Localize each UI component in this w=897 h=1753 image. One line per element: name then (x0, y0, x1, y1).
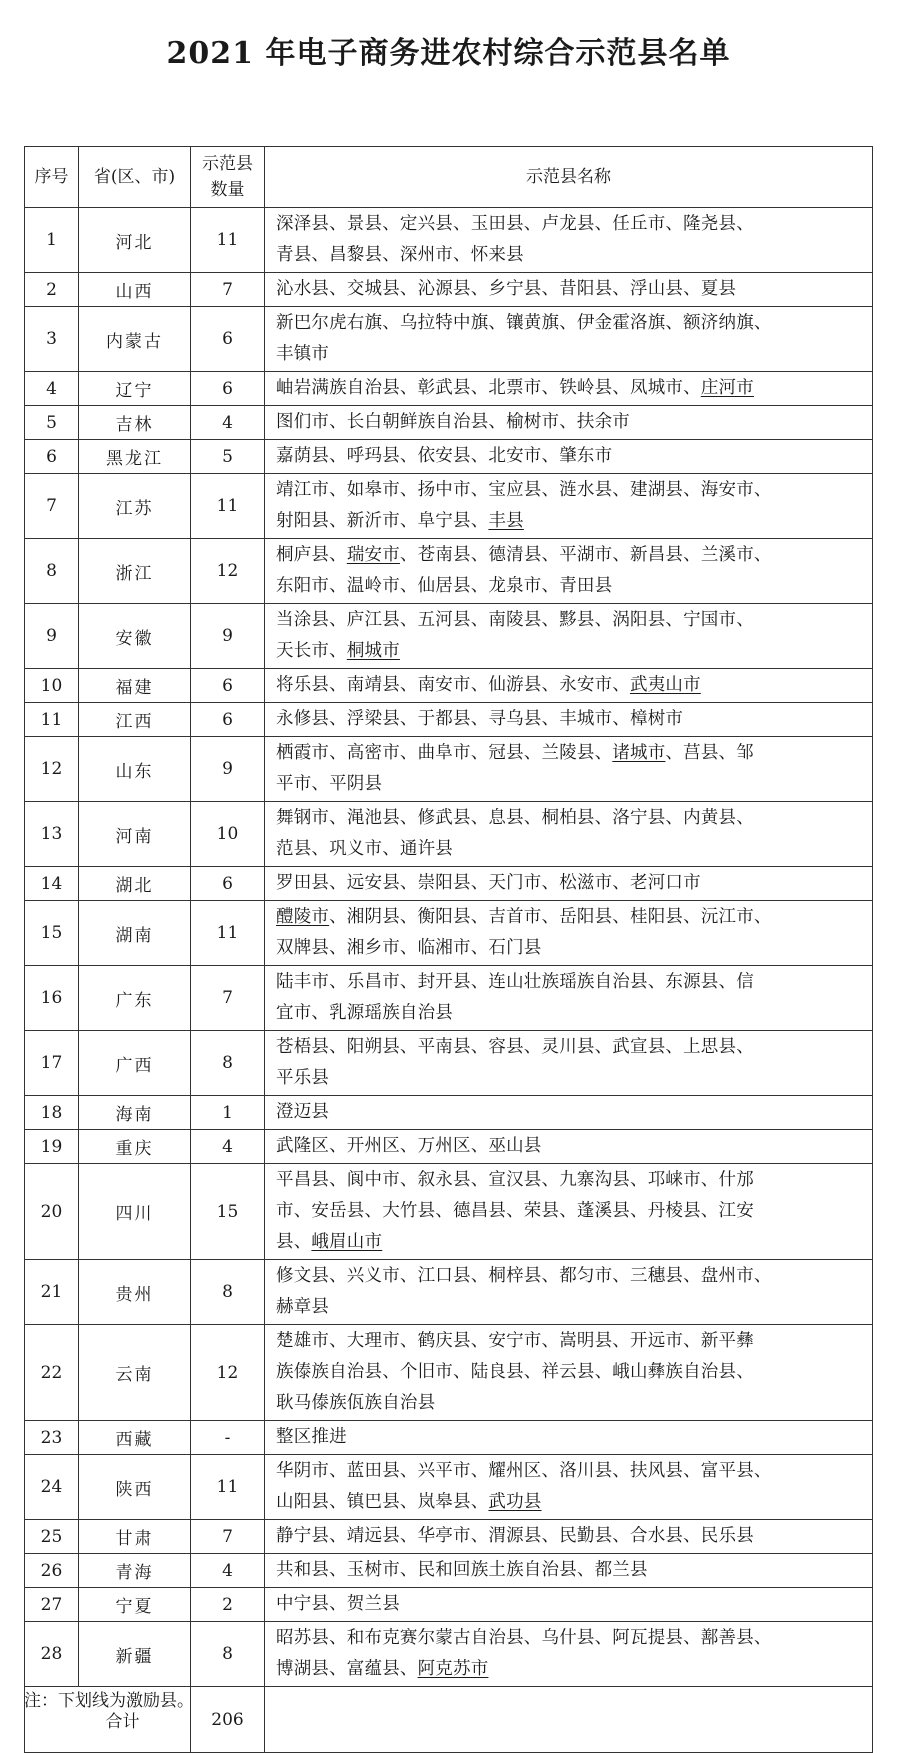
row-index: 22 (25, 1325, 79, 1421)
row-index: 3 (25, 307, 79, 372)
row-province: 吉林 (79, 406, 191, 440)
row-count: 12 (191, 539, 265, 604)
county-line (276, 1555, 866, 1586)
county-line (276, 636, 866, 667)
incentive-county: 峨眉山市 (311, 1232, 383, 1252)
row-county-names (265, 1520, 873, 1554)
county-line (276, 441, 866, 472)
row-count: 8 (191, 1031, 265, 1096)
table-row (25, 273, 873, 307)
county-line (276, 1063, 866, 1094)
row-index: 18 (25, 1096, 79, 1130)
county-text: 当涂县、庐江县、五河县、南陵县、黟县、涡阳县、宁国市、 (276, 610, 754, 630)
table-row (25, 372, 873, 406)
row-county-names (265, 737, 873, 802)
county-line (276, 1422, 866, 1453)
row-count: 6 (191, 703, 265, 737)
row-county-names (265, 1588, 873, 1622)
county-line (276, 1292, 866, 1323)
county-text: 永修县、浮梁县、于都县、寻乌县、丰城市、樟树市 (276, 709, 684, 729)
county-text: 深泽县、景县、定兴县、玉田县、卢龙县、任丘市、隆尧县、 (276, 214, 754, 234)
row-index: 25 (25, 1520, 79, 1554)
row-county-names (265, 208, 873, 273)
county-text: 、苍南县、德清县、平湖市、新昌县、兰溪市、 (399, 545, 772, 565)
row-province: 宁夏 (79, 1588, 191, 1622)
incentive-county: 瑞安市 (346, 545, 400, 565)
row-county-names (265, 539, 873, 604)
county-text: 丰镇市 (276, 344, 330, 364)
county-line (276, 407, 866, 438)
row-province: 内蒙古 (79, 307, 191, 372)
county-text: 东阳市、温岭市、仙居县、龙泉市、青田县 (276, 576, 613, 596)
county-line (276, 670, 866, 701)
county-line (276, 308, 866, 339)
incentive-county: 桐城市 (346, 641, 400, 661)
county-text: 范县、巩义市、通许县 (276, 839, 453, 859)
table-row (25, 208, 873, 273)
row-county-names (265, 406, 873, 440)
table-row (25, 1622, 873, 1687)
row-count: - (191, 1421, 265, 1455)
row-index: 17 (25, 1031, 79, 1096)
row-count: 11 (191, 208, 265, 273)
incentive-county: 醴陵市 (276, 907, 330, 927)
row-count: 6 (191, 867, 265, 901)
table-row (25, 1588, 873, 1622)
county-text: 楚雄市、大理市、鹤庆县、安宁市、嵩明县、开远市、新平彝 (276, 1331, 754, 1351)
row-index: 7 (25, 474, 79, 539)
county-text: 沁水县、交城县、沁源县、乡宁县、昔阳县、浮山县、夏县 (276, 279, 737, 299)
table-row (25, 1164, 873, 1260)
table-row (25, 307, 873, 372)
table-row (25, 604, 873, 669)
row-province: 安徽 (79, 604, 191, 669)
county-text: 、湘阴县、衡阳县、吉首市、岳阳县、桂阳县、沅江市、 (329, 907, 772, 927)
row-county-names (265, 307, 873, 372)
county-text: 族傣族自治县、个旧市、陆良县、祥云县、峨山彝族自治县、 (276, 1362, 754, 1382)
county-line (276, 540, 866, 571)
header-province: 省(区、市) (79, 147, 191, 208)
table-header-row (25, 147, 873, 208)
row-count: 8 (191, 1622, 265, 1687)
row-province: 陕西 (79, 1455, 191, 1520)
row-province: 湖北 (79, 867, 191, 901)
table-row (25, 1520, 873, 1554)
row-index: 21 (25, 1260, 79, 1325)
row-county-names (265, 273, 873, 307)
row-index: 14 (25, 867, 79, 901)
incentive-county: 阿克苏市 (417, 1659, 489, 1679)
county-text: 整区推进 (276, 1427, 347, 1447)
row-county-names (265, 1260, 873, 1325)
row-county-names (265, 1164, 873, 1260)
row-province: 山西 (79, 273, 191, 307)
row-index: 27 (25, 1588, 79, 1622)
county-text: 嘉荫县、呼玛县、依安县、北安市、肇东市 (276, 446, 613, 466)
county-text: 双牌县、湘乡市、临湘市、石门县 (276, 938, 542, 958)
county-line (276, 1589, 866, 1620)
row-index: 5 (25, 406, 79, 440)
county-line (276, 209, 866, 240)
table-row (25, 1455, 873, 1520)
county-line (276, 506, 866, 537)
row-county-names (265, 703, 873, 737)
row-county-names (265, 1455, 873, 1520)
row-county-names (265, 966, 873, 1031)
row-province: 广西 (79, 1031, 191, 1096)
county-text: 射阳县、新沂市、阜宁县、 (276, 511, 489, 531)
header-count-text: 示范县数量 (202, 154, 253, 200)
row-county-names (265, 474, 873, 539)
county-line (276, 803, 866, 834)
row-count: 4 (191, 1130, 265, 1164)
header-names: 示范县名称 (265, 147, 873, 208)
row-province: 浙江 (79, 539, 191, 604)
row-count: 11 (191, 901, 265, 966)
county-line (276, 605, 866, 636)
county-text: 陆丰市、乐昌市、封开县、连山壮族瑶族自治县、东源县、信 (276, 972, 754, 992)
incentive-county: 武夷山市 (630, 675, 701, 695)
county-line (276, 240, 866, 271)
table-row (25, 802, 873, 867)
table-row (25, 1421, 873, 1455)
table-row (25, 1260, 873, 1325)
table-body (25, 208, 873, 1687)
county-line (276, 475, 866, 506)
row-index: 8 (25, 539, 79, 604)
county-line (276, 1623, 866, 1654)
row-count: 10 (191, 802, 265, 867)
county-line (276, 274, 866, 305)
row-index: 24 (25, 1455, 79, 1520)
county-line (276, 1196, 866, 1227)
row-count: 4 (191, 1554, 265, 1588)
county-text: 博湖县、富蕴县、 (276, 1659, 418, 1679)
row-province: 山东 (79, 737, 191, 802)
row-index: 20 (25, 1164, 79, 1260)
county-line (276, 998, 866, 1029)
row-count: 11 (191, 1455, 265, 1520)
table-row (25, 539, 873, 604)
row-county-names (265, 1096, 873, 1130)
row-county-names (265, 1031, 873, 1096)
row-count: 9 (191, 737, 265, 802)
county-text: 静宁县、靖远县、华亭市、渭源县、民勤县、合水县、民乐县 (276, 1526, 754, 1546)
county-line (276, 769, 866, 800)
row-province: 海南 (79, 1096, 191, 1130)
county-line (276, 1357, 866, 1388)
county-line (276, 339, 866, 370)
footnote: 注：下划线为激励县。 (24, 1691, 194, 1711)
row-count: 1 (191, 1096, 265, 1130)
county-line (276, 1521, 866, 1552)
county-text: 苍梧县、阳朔县、平南县、容县、灵川县、武宣县、上思县、 (276, 1037, 754, 1057)
row-index: 6 (25, 440, 79, 474)
county-line (276, 1388, 866, 1419)
header-idx (25, 147, 79, 208)
table-row (25, 669, 873, 703)
county-line (276, 738, 866, 769)
table-row (25, 1554, 873, 1588)
county-text: 修文县、兴义市、江口县、桐梓县、都匀市、三穗县、盘州市、 (276, 1266, 772, 1286)
row-county-names (265, 669, 873, 703)
county-text: 县、 (276, 1232, 312, 1252)
table-row (25, 737, 873, 802)
row-province: 湖南 (79, 901, 191, 966)
county-text: 靖江市、如皋市、扬中市、宝应县、涟水县、建湖县、海安市、 (276, 480, 772, 500)
row-count: 15 (191, 1164, 265, 1260)
county-text: 舞钢市、渑池县、修武县、息县、桐柏县、洛宁县、内黄县、 (276, 808, 754, 828)
row-county-names (265, 1622, 873, 1687)
row-index: 13 (25, 802, 79, 867)
incentive-county: 丰县 (488, 511, 524, 531)
row-province: 黑龙江 (79, 440, 191, 474)
county-line (276, 1456, 866, 1487)
row-count: 6 (191, 669, 265, 703)
row-index: 26 (25, 1554, 79, 1588)
row-county-names (265, 604, 873, 669)
table-row (25, 1031, 873, 1096)
row-count: 7 (191, 966, 265, 1031)
row-county-names (265, 372, 873, 406)
table-row (25, 1096, 873, 1130)
table-row (25, 1130, 873, 1164)
row-index: 9 (25, 604, 79, 669)
row-index: 19 (25, 1130, 79, 1164)
county-text: 桐庐县、 (276, 545, 347, 565)
county-line (276, 1097, 866, 1128)
county-text: 平市、平阴县 (276, 774, 383, 794)
table-row (25, 474, 873, 539)
row-county-names (265, 867, 873, 901)
total-count: 206 (191, 1687, 265, 1753)
county-line (276, 1227, 866, 1258)
county-line (276, 1032, 866, 1063)
table-row (25, 440, 873, 474)
county-line (276, 967, 866, 998)
row-province: 西藏 (79, 1421, 191, 1455)
row-count: 5 (191, 440, 265, 474)
county-line (276, 1261, 866, 1292)
row-province: 河北 (79, 208, 191, 273)
county-line (276, 1165, 866, 1196)
county-line (276, 834, 866, 865)
row-index: 1 (25, 208, 79, 273)
demo-county-table (24, 146, 873, 1753)
county-text: 赫章县 (276, 1297, 330, 1317)
county-line (276, 1326, 866, 1357)
table-row (25, 703, 873, 737)
county-text: 共和县、玉树市、民和回族土族自治县、都兰县 (276, 1560, 648, 1580)
row-index: 10 (25, 669, 79, 703)
table-row (25, 1325, 873, 1421)
row-province: 甘肃 (79, 1520, 191, 1554)
row-count: 9 (191, 604, 265, 669)
row-county-names (265, 1421, 873, 1455)
total-label-text: 合计 (105, 1712, 140, 1732)
county-text: 罗田县、远安县、崇阳县、天门市、松滋市、老河口市 (276, 873, 701, 893)
county-line (276, 1131, 866, 1162)
row-province: 青海 (79, 1554, 191, 1588)
row-county-names (265, 901, 873, 966)
row-index: 16 (25, 966, 79, 1031)
county-text: 岫岩满族自治县、彰武县、北票市、铁岭县、凤城市、 (276, 378, 701, 398)
row-province: 江苏 (79, 474, 191, 539)
table-row (25, 966, 873, 1031)
table-row (25, 867, 873, 901)
county-text: 武隆区、开州区、万州区、巫山县 (276, 1136, 542, 1156)
county-text: 山阳县、镇巴县、岚皋县、 (276, 1492, 489, 1512)
row-index: 23 (25, 1421, 79, 1455)
row-count: 2 (191, 1588, 265, 1622)
row-province: 云南 (79, 1325, 191, 1421)
table-row (25, 406, 873, 440)
row-index: 4 (25, 372, 79, 406)
row-county-names (265, 1325, 873, 1421)
county-text: 平乐县 (276, 1068, 330, 1088)
row-count: 12 (191, 1325, 265, 1421)
header-count (191, 147, 265, 208)
row-province: 福建 (79, 669, 191, 703)
row-index: 2 (25, 273, 79, 307)
county-text: 宜市、乳源瑶族自治县 (276, 1003, 453, 1023)
county-text: 青县、昌黎县、深州市、怀来县 (276, 245, 524, 265)
county-text: 耿马傣族佤族自治县 (276, 1393, 436, 1413)
county-line (276, 373, 866, 404)
county-line (276, 902, 866, 933)
row-province: 河南 (79, 802, 191, 867)
row-county-names (265, 1130, 873, 1164)
row-index: 12 (25, 737, 79, 802)
county-text: 平昌县、阆中市、叙永县、宣汉县、九寨沟县、邛崃市、什邡 (276, 1170, 754, 1190)
row-county-names (265, 440, 873, 474)
row-index: 28 (25, 1622, 79, 1687)
row-index: 15 (25, 901, 79, 966)
row-count: 7 (191, 1520, 265, 1554)
county-line (276, 1487, 866, 1518)
row-province: 辽宁 (79, 372, 191, 406)
row-count: 7 (191, 273, 265, 307)
row-index: 11 (25, 703, 79, 737)
county-text: 市、安岳县、大竹县、德昌县、荣县、蓬溪县、丹棱县、江安 (276, 1201, 754, 1221)
county-text: 栖霞市、高密市、曲阜市、冠县、兰陵县、 (276, 743, 613, 763)
county-text: 昭苏县、和布克赛尔蒙古自治县、乌什县、阿瓦提县、鄯善县、 (276, 1628, 772, 1648)
county-line (276, 933, 866, 964)
header-idx-text: 序号 (34, 167, 69, 187)
county-text: 天长市、 (276, 641, 347, 661)
row-count: 8 (191, 1260, 265, 1325)
county-line (276, 704, 866, 735)
incentive-county: 庄河市 (700, 378, 754, 398)
county-text: 、莒县、邹 (665, 743, 754, 763)
county-text: 中宁县、贺兰县 (276, 1594, 400, 1614)
county-line (276, 571, 866, 602)
row-province: 四川 (79, 1164, 191, 1260)
row-count: 4 (191, 406, 265, 440)
row-county-names (265, 1554, 873, 1588)
row-count: 6 (191, 372, 265, 406)
county-text: 新巴尔虎右旗、乌拉特中旗、镶黄旗、伊金霍洛旗、额济纳旗、 (276, 313, 772, 333)
row-province: 新疆 (79, 1622, 191, 1687)
county-text: 图们市、长白朝鲜族自治县、榆树市、扶余市 (276, 412, 630, 432)
document-title: 2021 年电子商务进农村综合示范县名单 (166, 36, 731, 71)
row-province: 重庆 (79, 1130, 191, 1164)
county-text: 澄迈县 (276, 1102, 330, 1122)
county-line (276, 868, 866, 899)
row-province: 江西 (79, 703, 191, 737)
row-count: 6 (191, 307, 265, 372)
county-text: 将乐县、南靖县、南安市、仙游县、永安市、 (276, 675, 630, 695)
county-line (276, 1654, 866, 1685)
incentive-county: 武功县 (488, 1492, 542, 1512)
row-province: 广东 (79, 966, 191, 1031)
row-county-names (265, 802, 873, 867)
row-count: 11 (191, 474, 265, 539)
row-province: 贵州 (79, 1260, 191, 1325)
incentive-county: 诸城市 (612, 743, 666, 763)
county-text: 华阴市、蓝田县、兴平市、耀州区、洛川县、扶风县、富平县、 (276, 1461, 772, 1481)
table-row (25, 901, 873, 966)
